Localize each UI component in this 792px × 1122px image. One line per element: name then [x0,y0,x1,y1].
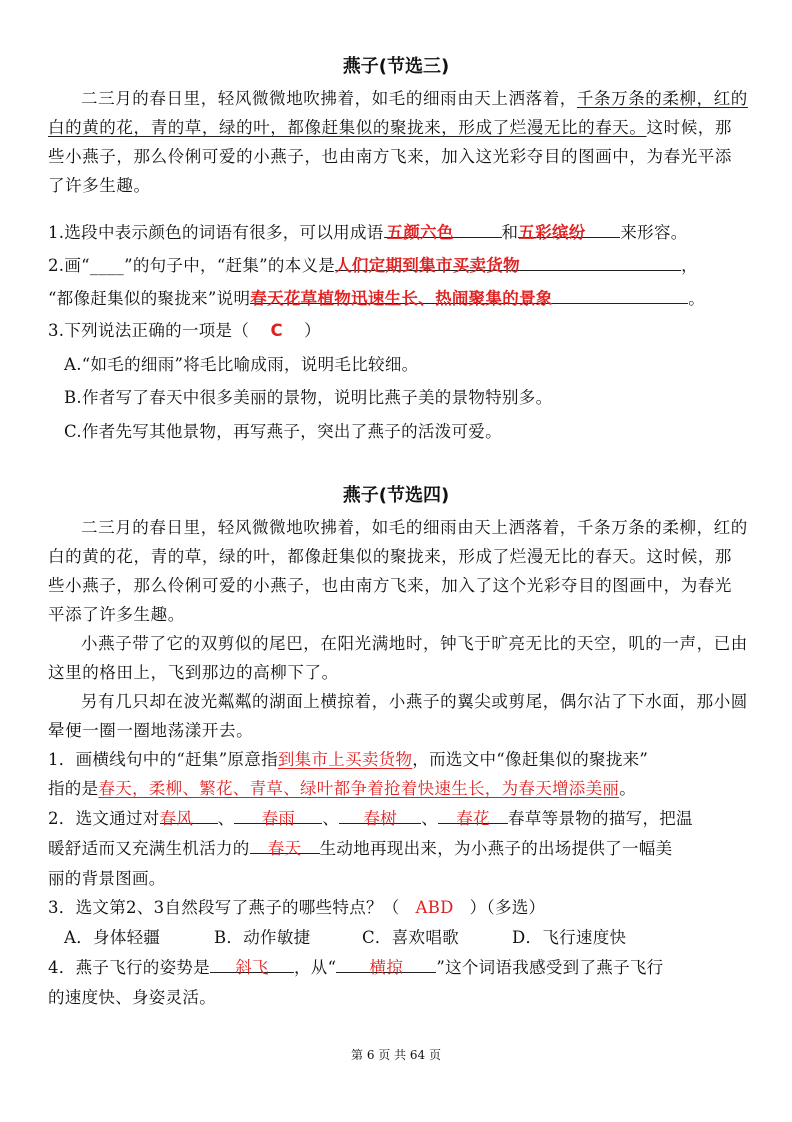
section4-paragraph-2: 小燕子带了它的双剪似的尾巴，在阳光满地时，钟飞于旷亮无比的天空，叽的一声，已由这里的格田上，飞到那边的高柳下了。 [48,634,748,682]
page-footer: 第 6 页 共 64 页 [351,1048,441,1062]
s4-question-1-cont: 指的是春天，柔柳、繁花、青草、绿叶都争着抢着快速生长，为春天增添美丽。 [48,779,637,798]
answer: 横掠 [369,958,404,977]
section3-passage [48,84,748,200]
answer: ABD [415,898,454,917]
s4-question-2-cont: 暖舒适而又充满生机活力的 春天 生动地再现出来，为小燕子的出场提供了一幅美 [48,834,672,863]
section4-paragraph-3: 另有几只却在波光粼粼的湖面上横掠着，小燕子的翼尖或剪尾，偶尔沾了下水面，那小圆晕便一圈一圈地荡漾开去。 [48,692,748,740]
underlined-sentence: 千条万条的柔柳，红的白的黄的花，青的草，绿的叶，都像赶集似的聚拢来，形成了烂漫无比的春天。 [48,89,748,137]
answer: 春天，柔柳、繁花、青草、绿叶都争着抢着快速生长，为春天增添美丽 [98,779,620,798]
option-c: C.作者先写其他景物，再写燕子，突出了燕子的活泼可爱。 [64,422,502,441]
passage-sentence: 二三月的春日里，轻风微微地吹拂着，如毛的细雨由天上洒落着， [81,89,577,108]
option-a: A．身体轻疆 [64,928,161,947]
section3-title: 燕子(节选三) [342,56,450,77]
option-d: D．飞行速度快 [512,928,627,947]
s4-question-3: 3．选文第2、3自然段写了燕子的哪些特点？（ ABD ）（多选） [48,898,546,917]
answer: 春花 [456,809,490,828]
section4-paragraph-1: 二三月的春日里，轻风微微地吹拂着，如毛的细雨由天上洒落着，千条万条的柔柳，红的白的黄的花，青的草，绿的叶，都像赶集似的聚拢来，形成了烂漫无比的春天。这时候，那些小燕子，那么伶俐可爱的小燕子，也由南方飞来，加入了这个光彩夺目的图画中，为春光平添了许多生趣。 [48,518,748,624]
s3-question-2: 2.画“____”的句子中，“赶集”的本义是人们定期到集市买卖货物 ， [48,251,698,280]
option-b: B.作者写了春天中很多美丽的景物，说明比燕子美的景物特别多。 [64,388,553,407]
s4-question-2: 2．选文通过对春风 、 春雨 、 春树 、 春花 春草等景物的描写，把温 [48,804,693,833]
answer: 春树 [363,809,398,828]
section4-title: 燕子(节选四) [342,485,450,506]
option-c: C．喜欢唱歌 [362,928,459,947]
answer: 人们定期到集市买卖货物 [335,256,520,275]
s3-question-2-cont: “都像赶集似的聚拢来”说明春天花草植物迅速生长、热闹聚集的景象 。 [48,284,705,313]
s3-question-1: 1.选段中表示颜色的词语有很多，可以用成语 五颜六色 和五彩缤纷 来形容。 [48,218,688,247]
s4-options [64,923,626,952]
s4-question-4: 4．燕子飞行的姿势是 斜飞 ，从“ 横掠 ”这个词语我感受到了燕子飞行 [48,953,663,982]
passage-sentence: 这时候，那些小燕子，那么伶俐可爱的小燕子，也由南方飞来，加入这光彩夺目的图画中，为春光平添了许多生趣。 [48,118,732,195]
s4-question-1: 1．画横线句中的“赶集”原意指到集市上买卖货物，而选文中“像赶集似的聚拢来” [48,750,649,769]
answer: 春天 [267,839,302,858]
answer: 到集市上买卖货物 [277,750,413,769]
s4-question-2-end: 丽的背景图画。 [48,869,166,888]
answer: 五彩缤纷 [518,223,586,242]
option-b: B．动作敏捷 [214,928,311,947]
answer: 春风 [159,809,194,828]
answer: 春天花草植物迅速生长、热闹聚集的景象 [250,289,553,308]
s3-question-3: 3.下列说法正确的一项是（ C ） [48,321,321,340]
answer: 斜飞 [235,958,269,977]
answer: 春雨 [261,809,296,828]
answer: 五颜六色 [386,223,454,242]
answer: C [270,321,283,340]
s4-question-4-cont: 的速度快、身姿灵活。 [48,988,216,1007]
option-a: A.“如毛的细雨”将毛比喻成雨，说明毛比较细。 [64,355,419,374]
